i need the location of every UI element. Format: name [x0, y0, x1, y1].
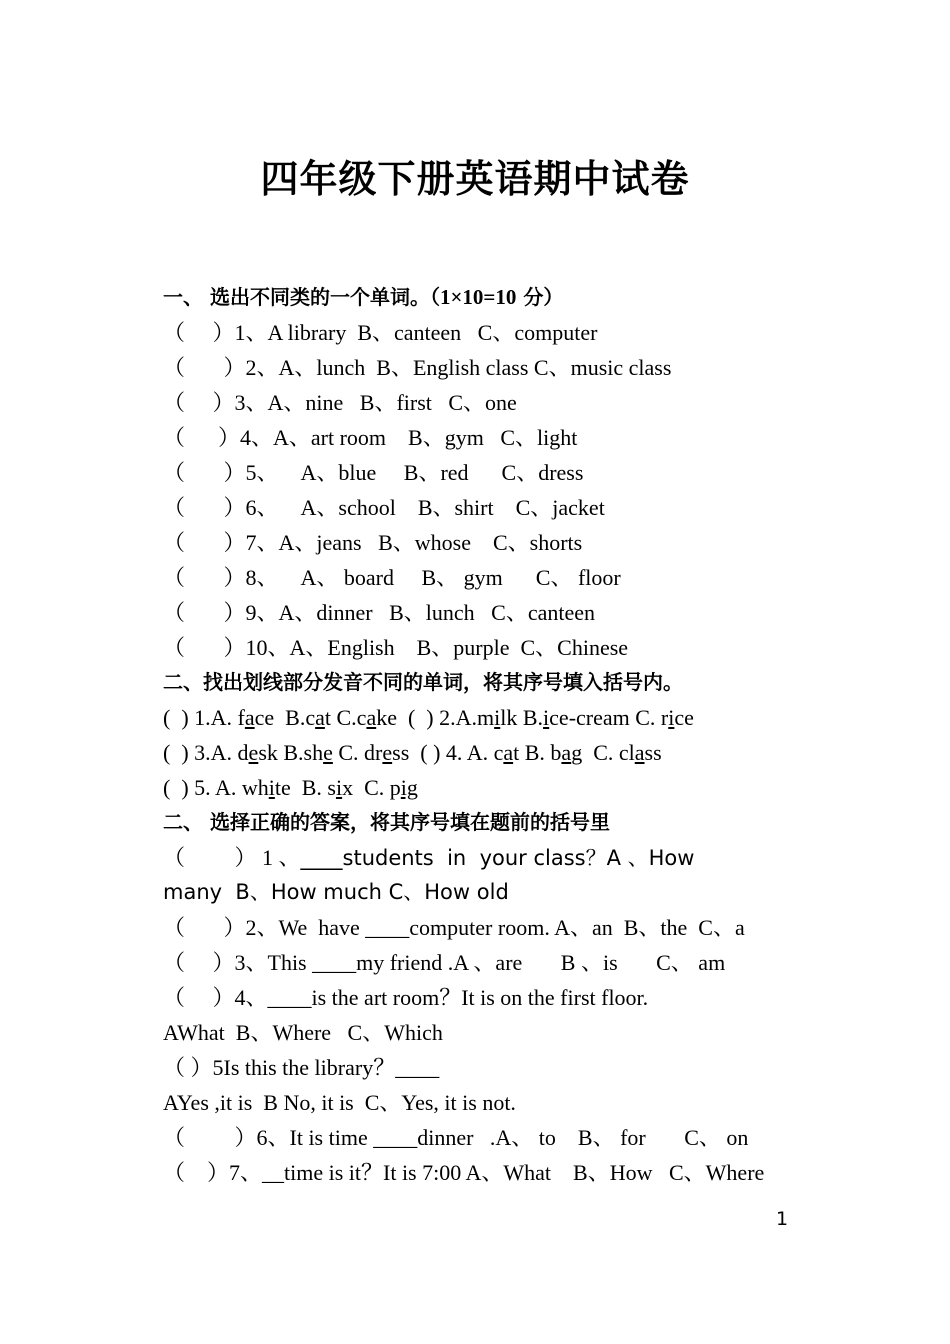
section1-item: （ ）4、A、art room B、gym C、light	[163, 425, 578, 450]
section1-item: （ ）5、 A、blue B、red C、dress	[163, 460, 584, 485]
section3-item	[163, 840, 803, 875]
q1-prefix: （ ） 1 、	[163, 845, 301, 870]
section2-heading: 二、找出划线部分发音不同的单词，将其序号填入括号内。	[163, 670, 683, 694]
section1-item: （ ）3、A、nine B、first C、one	[163, 390, 517, 415]
section2-line: ( ) 5. A. white B. six C. pig	[163, 775, 418, 800]
section3-item: （ ）3、This ____my friend .A 、are B 、is C、 am	[163, 950, 726, 975]
section1-item: （ ）6、 A、school B、shirt C、jacket	[163, 495, 605, 520]
section3-heading: 二、 选择正确的答案，将其序号填在题前的括号里	[163, 810, 610, 834]
section3-item: （ ）4、____is the art room？It is on the first floor.	[163, 985, 649, 1010]
section1-item: （ ）9、A、dinner B、lunch C、canteen	[163, 600, 595, 625]
section1-score: 1×10=10	[439, 285, 517, 309]
section3-item: （ ）7、__time is it？It is 7:00 A、What B、How C、Where	[163, 1160, 765, 1185]
section3-item: many B、How much C、How old	[163, 880, 509, 904]
section1-item: （ ）10、A、English B、purple C、Chinese	[163, 635, 629, 660]
section3-item: （ ）5Is this the library？____	[163, 1055, 440, 1080]
q1-text: ____students in your class？A 、How	[300, 846, 695, 870]
section3-item: （ ）6、It is time ____dinner .A、 to B、 for C、 on	[163, 1125, 749, 1150]
section1-heading	[163, 280, 803, 315]
section1-heading-text: 一、 选出不同类的一个单词。（	[163, 285, 440, 309]
section2-line: ( ) 3.A. desk B.she C. dress ( ) 4. A. cat B. bag C. class	[163, 740, 662, 765]
section1-heading-suffix: 分）	[516, 285, 564, 309]
section2-line: ( ) 1.A. face B.cat C.cake ( ) 2.A.milk B.ice-cream C. rice	[163, 705, 694, 730]
page-title: 四年级下册英语期中试卷	[260, 157, 690, 201]
exam-body	[163, 280, 803, 1190]
section1-item: （ ）8、 A、 board B、 gym C、 floor	[163, 565, 621, 590]
section3-item: AYes ,it is B No, it is C、Yes, it is not.	[163, 1090, 516, 1115]
section1-item: （ ）7、A、jeans B、whose C、shorts	[163, 530, 583, 555]
section1-item: （ ）2、A、lunch B、English class C、music class	[163, 355, 672, 380]
section3-item: （ ）2、We have ____computer room. A、an B、the C、a	[163, 915, 745, 940]
section3-item: AWhat B、Where C、Which	[163, 1020, 443, 1045]
page-number: 1	[776, 1208, 789, 1230]
section1-item: （ ）1、A library B、canteen C、computer	[163, 320, 598, 345]
